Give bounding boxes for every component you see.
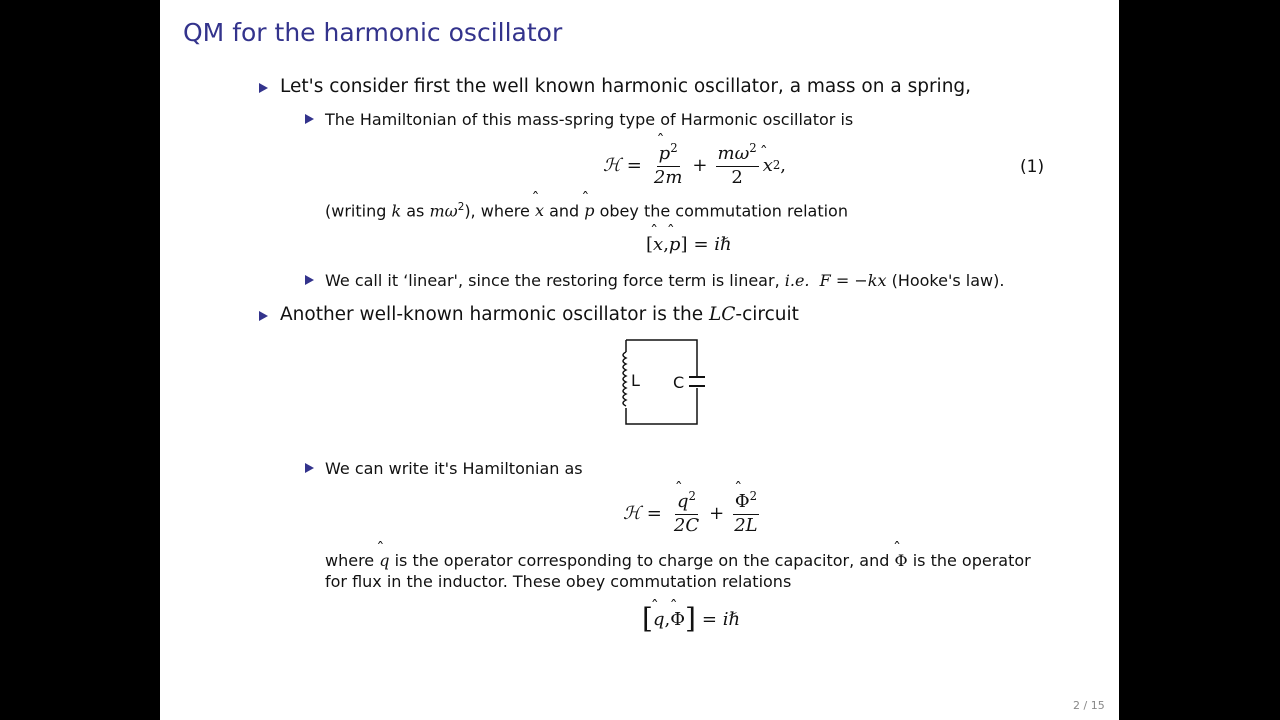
commutator-x-p: [ ̂ x , ̂ p ] = iℏ <box>646 234 732 255</box>
fraction-kinetic: ̂ $\frac{p^2}{2m}$ <box>652 142 685 188</box>
sub-bullet-lc-hamiltonian: We can write it's Hamiltonian as <box>325 459 583 478</box>
bullet-harmonic-oscillator: Let's consider first the well known harmonic oscillator, a mass on a spring, <box>280 76 972 97</box>
paragraph-operators-line1: where ̂ q is the operator corresponding to charge on the capacitor, and ̂ Φ is the operator <box>325 551 1031 570</box>
slide-page-number: 2 / 15 <box>1073 699 1105 712</box>
commutation-intro-line: (writing k as $m\omega^2$), where ̂ x and ̂ p obey the commutation relation <box>325 201 848 220</box>
equation-number: (1) <box>1020 157 1045 177</box>
inductor-label: L <box>631 371 640 390</box>
fraction-flux: ̂ $\frac{\Phi^2}{2L}$ <box>732 490 759 536</box>
bullet-icon <box>259 311 268 321</box>
equation-hamiltonian-lc: ℋ = ̂ $\frac{q^2}{2C}$ + ̂ $\frac{\Phi^2}{2L}$ <box>623 490 764 536</box>
sub-bullet-icon <box>305 114 314 124</box>
sub-bullet-linear: We call it ‘linear', since the restoring force term is linear, i.e. F = −kx (Hooke's law). <box>325 271 1005 290</box>
bullet-lc-circuit: Another well-known harmonic oscillator is the LC-circuit <box>280 304 799 325</box>
hamiltonian-symbol: ℋ <box>623 502 641 524</box>
sub-bullet-hamiltonian: The Hamiltonian of this mass-spring type of Harmonic oscillator is <box>325 110 854 129</box>
slide-title: QM for the harmonic oscillator <box>183 18 563 47</box>
fraction-charge: ̂ $\frac{q^2}{2C}$ <box>672 490 701 536</box>
hamiltonian-symbol: ℋ <box>603 154 621 176</box>
equation-hamiltonian-mass-spring: ℋ = ̂ $\frac{p^2}{2m}$ + $\frac{m\omega^2}{2}$ ̂ x 2 , <box>603 142 786 188</box>
capacitor-label: C <box>673 373 685 392</box>
lc-circuit-diagram <box>620 336 710 428</box>
inductor-coil-icon <box>623 352 626 406</box>
bullet-icon <box>259 83 268 93</box>
paragraph-operators-line2: for flux in the inductor. These obey commutation relations <box>325 572 792 591</box>
sub-bullet-icon <box>305 463 314 473</box>
commutator-q-phi: [ ̂ q , ̂ Φ ] = iℏ <box>642 605 740 633</box>
sub-bullet-icon <box>305 275 314 285</box>
circuit-wire <box>626 388 697 424</box>
fraction-potential: $\frac{m\omega^2}{2}$ <box>717 141 757 188</box>
slide <box>160 0 1119 720</box>
